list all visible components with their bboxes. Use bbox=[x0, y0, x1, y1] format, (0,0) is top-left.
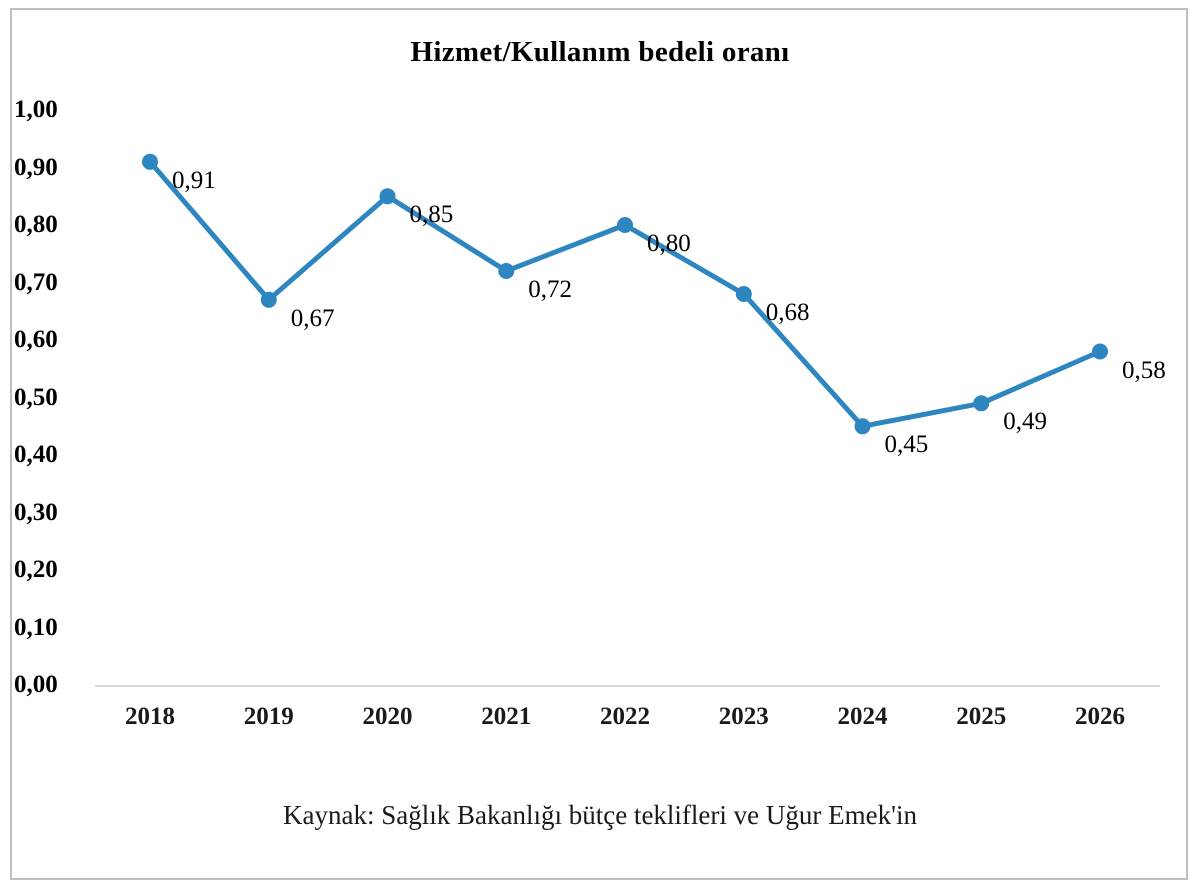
x-axis-tick-label: 2018 bbox=[125, 703, 175, 730]
data-label: 0,72 bbox=[528, 276, 572, 303]
line-series-svg bbox=[95, 110, 1155, 685]
y-axis-tick-label: 0,10 bbox=[14, 613, 58, 641]
source-note: Kaynak: Sağlık Bakanlığı bütçe teklifleri ve Uğur Emek'in bbox=[283, 800, 917, 830]
y-axis-tick-label: 1,00 bbox=[14, 96, 58, 123]
series-marker bbox=[973, 395, 989, 411]
chart-title: Hizmet/Kullanım bedeli oranı bbox=[410, 36, 790, 68]
series-marker bbox=[855, 418, 871, 434]
x-axis-tick-label: 2026 bbox=[1075, 703, 1125, 730]
y-axis-tick-label: 0,40 bbox=[14, 441, 58, 468]
series-markers bbox=[142, 154, 1108, 435]
y-axis-tick-label: 0,50 bbox=[14, 383, 58, 411]
y-axis-labels bbox=[8, 96, 92, 696]
y-axis-tick-label: 0,90 bbox=[14, 153, 58, 181]
y-axis-tick-label: 0,30 bbox=[14, 498, 58, 526]
data-label: 0,85 bbox=[409, 201, 454, 229]
y-axis-tick-label: 0,80 bbox=[14, 211, 58, 238]
y-axis-tick-label: 0,20 bbox=[14, 556, 58, 583]
series-marker bbox=[261, 292, 277, 308]
data-label: 0,45 bbox=[884, 431, 929, 459]
data-label: 0,91 bbox=[172, 166, 216, 194]
series-marker bbox=[498, 263, 514, 279]
x-axis-tick-label: 2022 bbox=[600, 703, 650, 730]
series-line bbox=[150, 162, 1100, 427]
data-label: 0,49 bbox=[1003, 408, 1047, 436]
data-label: 0,58 bbox=[1122, 356, 1166, 384]
series-marker bbox=[142, 154, 158, 170]
x-axis-tick-label: 2020 bbox=[362, 703, 413, 730]
x-axis-labels bbox=[95, 695, 1155, 743]
data-label: 0,67 bbox=[290, 304, 335, 332]
series-marker bbox=[736, 286, 752, 302]
y-axis-tick-label: 0,70 bbox=[14, 268, 58, 296]
x-axis-tick-label: 2023 bbox=[718, 703, 769, 730]
x-axis-tick-label: 2021 bbox=[481, 703, 532, 730]
series-marker bbox=[1092, 344, 1108, 360]
x-axis-tick-label: 2024 bbox=[837, 703, 888, 730]
data-label: 0,80 bbox=[647, 230, 691, 257]
series-marker bbox=[380, 188, 396, 204]
x-axis-baseline bbox=[95, 685, 1160, 687]
plot-area bbox=[95, 110, 1155, 685]
y-axis-tick-label: 0,00 bbox=[14, 671, 58, 698]
x-axis-tick-label: 2025 bbox=[956, 703, 1007, 730]
x-axis-tick-label: 2019 bbox=[243, 703, 294, 730]
y-axis-tick-label: 0,60 bbox=[14, 326, 58, 353]
series-marker bbox=[617, 217, 633, 233]
data-label: 0,68 bbox=[765, 299, 810, 326]
